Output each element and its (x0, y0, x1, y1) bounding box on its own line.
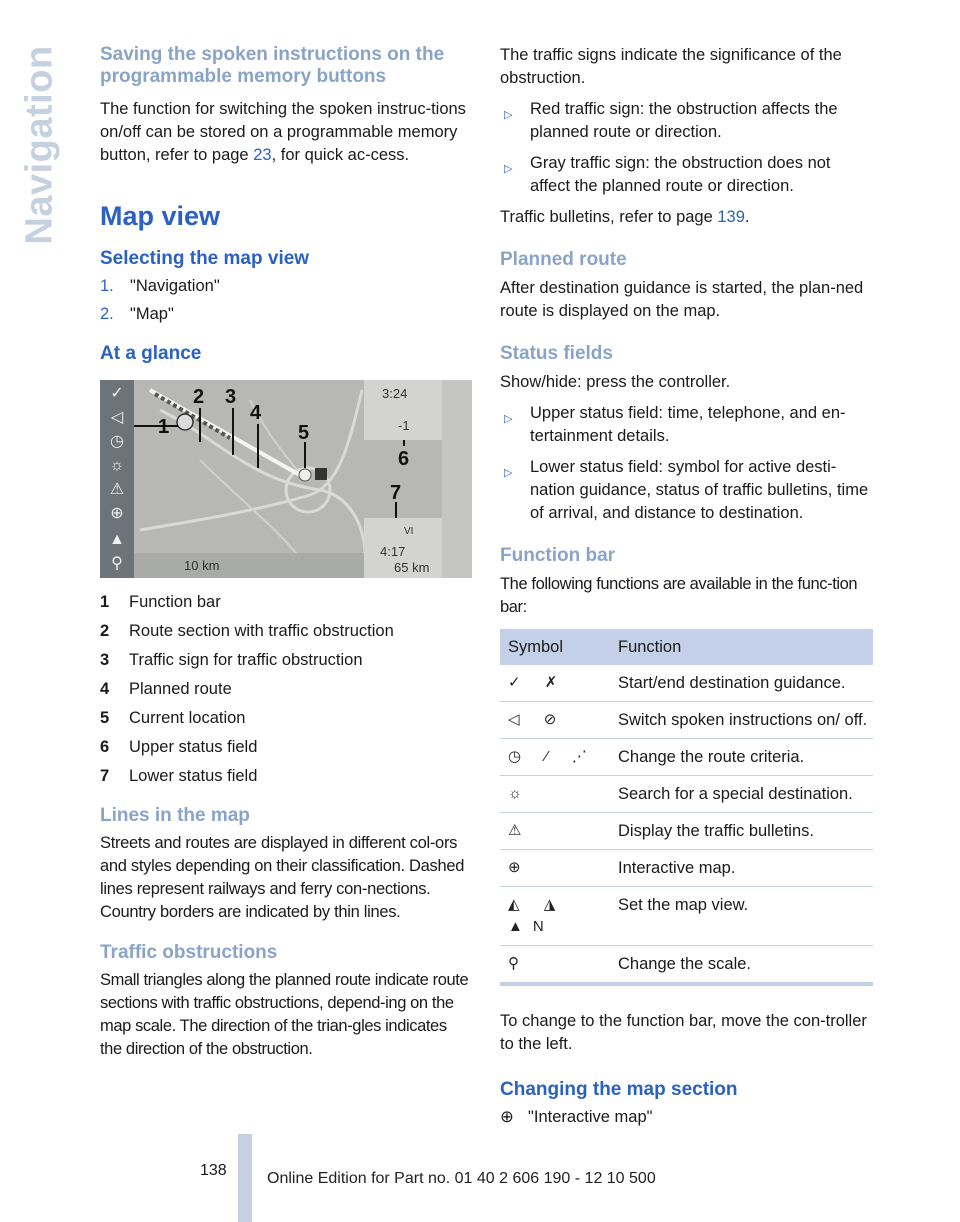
heading-selecting: Selecting the map view (100, 248, 310, 269)
heading-planned: Planned route (500, 249, 627, 270)
step-number: 2. (100, 305, 114, 323)
item-text: Route section with traffic obstruction (129, 622, 394, 640)
special-destination-icon: ☼ (500, 776, 610, 813)
triangle-bullet-icon: ▷ (504, 413, 513, 425)
item-text: Planned route (129, 680, 232, 698)
cell-function: Switch spoken instructions on/ off. (610, 702, 873, 739)
heading-function: Function bar (500, 545, 616, 566)
text: Traffic bulletins, refer to page (500, 208, 718, 226)
destination-guidance-icon: ✓ (110, 385, 124, 402)
heading-map-view: Map view (100, 201, 221, 231)
item-text: Upper status field (129, 738, 258, 756)
callout-6: 6 (398, 448, 410, 470)
cell-function: Set the map view. (610, 887, 873, 946)
traffic-bulletins-icon: ⚠ (109, 481, 125, 498)
paragraph-planned: After destination guidance is started, the plan-ned route is displayed on the map. (500, 279, 864, 320)
item-number: 2 (100, 622, 110, 640)
item-text: Lower status field: symbol for active desti-nation guidance, status of traffic bulletins, time of arrival, and distance to destination. (530, 458, 869, 522)
step-text: "Map" (130, 305, 174, 323)
table-row (500, 739, 873, 776)
function-table (500, 629, 873, 986)
list-item (100, 704, 472, 733)
list-item (500, 98, 873, 144)
glance-list (100, 588, 472, 791)
item-text: Red traffic sign: the obstruction affects the planned route or direction. (530, 100, 838, 141)
item-text: Traffic sign for traffic obstruction (129, 651, 363, 669)
cell-function: Start/end destination guidance. (610, 665, 873, 702)
paragraph-obstructions: Small triangles along the planned route indicate route sections with traffic obstructions, depend-ing on the map scale. The direction of the trian-gles indicates the direction of the obstruction. (100, 971, 469, 1058)
status-arrival: 4:17 (380, 544, 406, 559)
list-item (100, 733, 472, 762)
callout-1: 1 (158, 416, 170, 438)
item-number: 5 (100, 709, 110, 727)
paragraph-signs: The traffic signs indicate the significance of the obstruction. (500, 46, 842, 87)
scale-bar (134, 553, 364, 578)
route-criteria-icon: ◷ ⁄ ⋰ (500, 739, 610, 776)
step-number: 1. (100, 277, 114, 295)
list-item (100, 588, 472, 617)
status-distance: 65 km (394, 560, 430, 575)
list-item (500, 402, 873, 448)
heading-glance: At a glance (100, 343, 202, 364)
table-row (500, 702, 873, 739)
crosshair-icon: ⊕ (500, 1108, 514, 1126)
cell-function: Change the route criteria. (610, 739, 873, 776)
table-row (500, 776, 873, 813)
item-number: 3 (100, 651, 110, 669)
map-screenshot (100, 380, 472, 578)
lower-status-field (364, 518, 442, 578)
cell-function: Search for a special destination. (610, 776, 873, 813)
route-criteria-icon: ◷ (110, 433, 124, 450)
guidance-icon: ✓ ✗ (500, 665, 610, 702)
footer (0, 1134, 960, 1222)
list-item (500, 456, 873, 525)
zoom-icon: ⚲ (500, 946, 610, 985)
cell-function: Change the scale. (610, 946, 873, 985)
item-number: 6 (100, 738, 110, 756)
status-minus: -1 (398, 418, 410, 433)
item-text: Current location (129, 709, 246, 727)
steps-list (100, 275, 472, 326)
upper-status-field (364, 380, 442, 440)
crosshair-icon: ⊕ (500, 850, 610, 887)
paragraph-saving (100, 98, 472, 167)
cell-function: Display the traffic bulletins. (610, 813, 873, 850)
left-column (100, 44, 472, 1061)
list-item (100, 675, 472, 704)
paragraph-interactive (500, 1106, 873, 1129)
right-column (500, 44, 873, 1129)
list-item (100, 646, 472, 675)
table-row (500, 946, 873, 985)
scale-label: 10 km (184, 558, 220, 573)
callout-3: 3 (225, 386, 237, 408)
step-text: "Navigation" (130, 277, 220, 295)
map-view-icon: ◭ ◮ ▲N (500, 887, 610, 946)
callout-4: 4 (250, 402, 262, 424)
item-text: Gray traffic sign: the obstruction does not affect the planned route or direction. (530, 154, 831, 195)
side-tab (18, 40, 62, 250)
footer-bar (238, 1134, 252, 1222)
table-row (500, 887, 873, 946)
side-tab-label: Navigation (18, 45, 61, 245)
table-row (500, 850, 873, 887)
status-list (500, 402, 873, 525)
triangle-bullet-icon: ▷ (504, 467, 513, 479)
speaker-icon: ◁ ⊘ (500, 702, 610, 739)
header-symbol: Symbol (500, 629, 610, 665)
paragraph-status: Show/hide: press the controller. (500, 373, 731, 391)
cell-function: Interactive map. (610, 850, 873, 887)
item-text: Lower status field (129, 767, 258, 785)
interactive-map-icon: ⊕ (110, 505, 124, 522)
edition-text: Online Edition for Part no. 01 40 2 606 190 - 12 10 500 (267, 1170, 656, 1187)
warning-icon: ⚠ (500, 813, 610, 850)
item-number: 1 (100, 593, 110, 611)
spoken-instructions-icon: ◁ (110, 409, 124, 426)
header-function: Function (610, 629, 873, 665)
signs-list (500, 98, 873, 198)
heading-obstructions: Traffic obstructions (100, 942, 278, 963)
list-item (100, 617, 472, 646)
scale-icon: ⚲ (111, 555, 123, 572)
map-view-icon: ▲ (109, 531, 125, 548)
item-number: 7 (100, 767, 110, 785)
item-text: Function bar (129, 593, 221, 611)
callout-5: 5 (298, 422, 310, 444)
page-link[interactable]: 139 (717, 208, 745, 226)
heading-lines: Lines in the map (100, 805, 250, 826)
triangle-bullet-icon: ▷ (504, 163, 513, 175)
text: The function for switching the spoken instruc-tions on/off can be stored on a programmable memory button, refer to page (100, 100, 466, 164)
paragraph-lines: Streets and routes are displayed in different col-ors and styles depending on their classification. Dashed lines represent railways and ferry con-nections. Country borders are indicated by thin lines. (100, 834, 465, 921)
list-item (500, 152, 873, 198)
status-road: VI (404, 526, 414, 537)
callout-2: 2 (193, 386, 205, 408)
item-number: 4 (100, 680, 110, 698)
page-link[interactable]: 23 (253, 146, 272, 164)
heading-status: Status fields (500, 343, 613, 364)
special-destination-icon: ☼ (109, 457, 125, 474)
item-text: Upper status field: time, telephone, and en-tertainment details. (530, 404, 846, 445)
text: "Interactive map" (528, 1108, 653, 1126)
triangle-bullet-icon: ▷ (504, 109, 513, 121)
table-row (500, 813, 873, 850)
table-header (500, 629, 873, 665)
table-row (500, 665, 873, 702)
heading-saving: Saving the spoken instructions on the programmable memory buttons (100, 44, 445, 87)
list-item (100, 762, 472, 791)
text: . (744, 208, 750, 226)
paragraph-function: The following functions are available in the func-tion bar: (500, 575, 858, 616)
paragraph-change: To change to the function bar, move the con-troller to the left. (500, 1012, 867, 1053)
status-time: 3:24 (382, 386, 408, 401)
callout-7: 7 (390, 482, 402, 504)
paragraph-bulletins (500, 206, 873, 229)
list-item (100, 303, 472, 326)
function-bar (100, 380, 134, 578)
page-number: 138 (200, 1162, 227, 1179)
heading-changing: Changing the map section (500, 1079, 738, 1100)
text: , for quick ac-cess. (271, 146, 410, 164)
list-item (100, 275, 472, 298)
